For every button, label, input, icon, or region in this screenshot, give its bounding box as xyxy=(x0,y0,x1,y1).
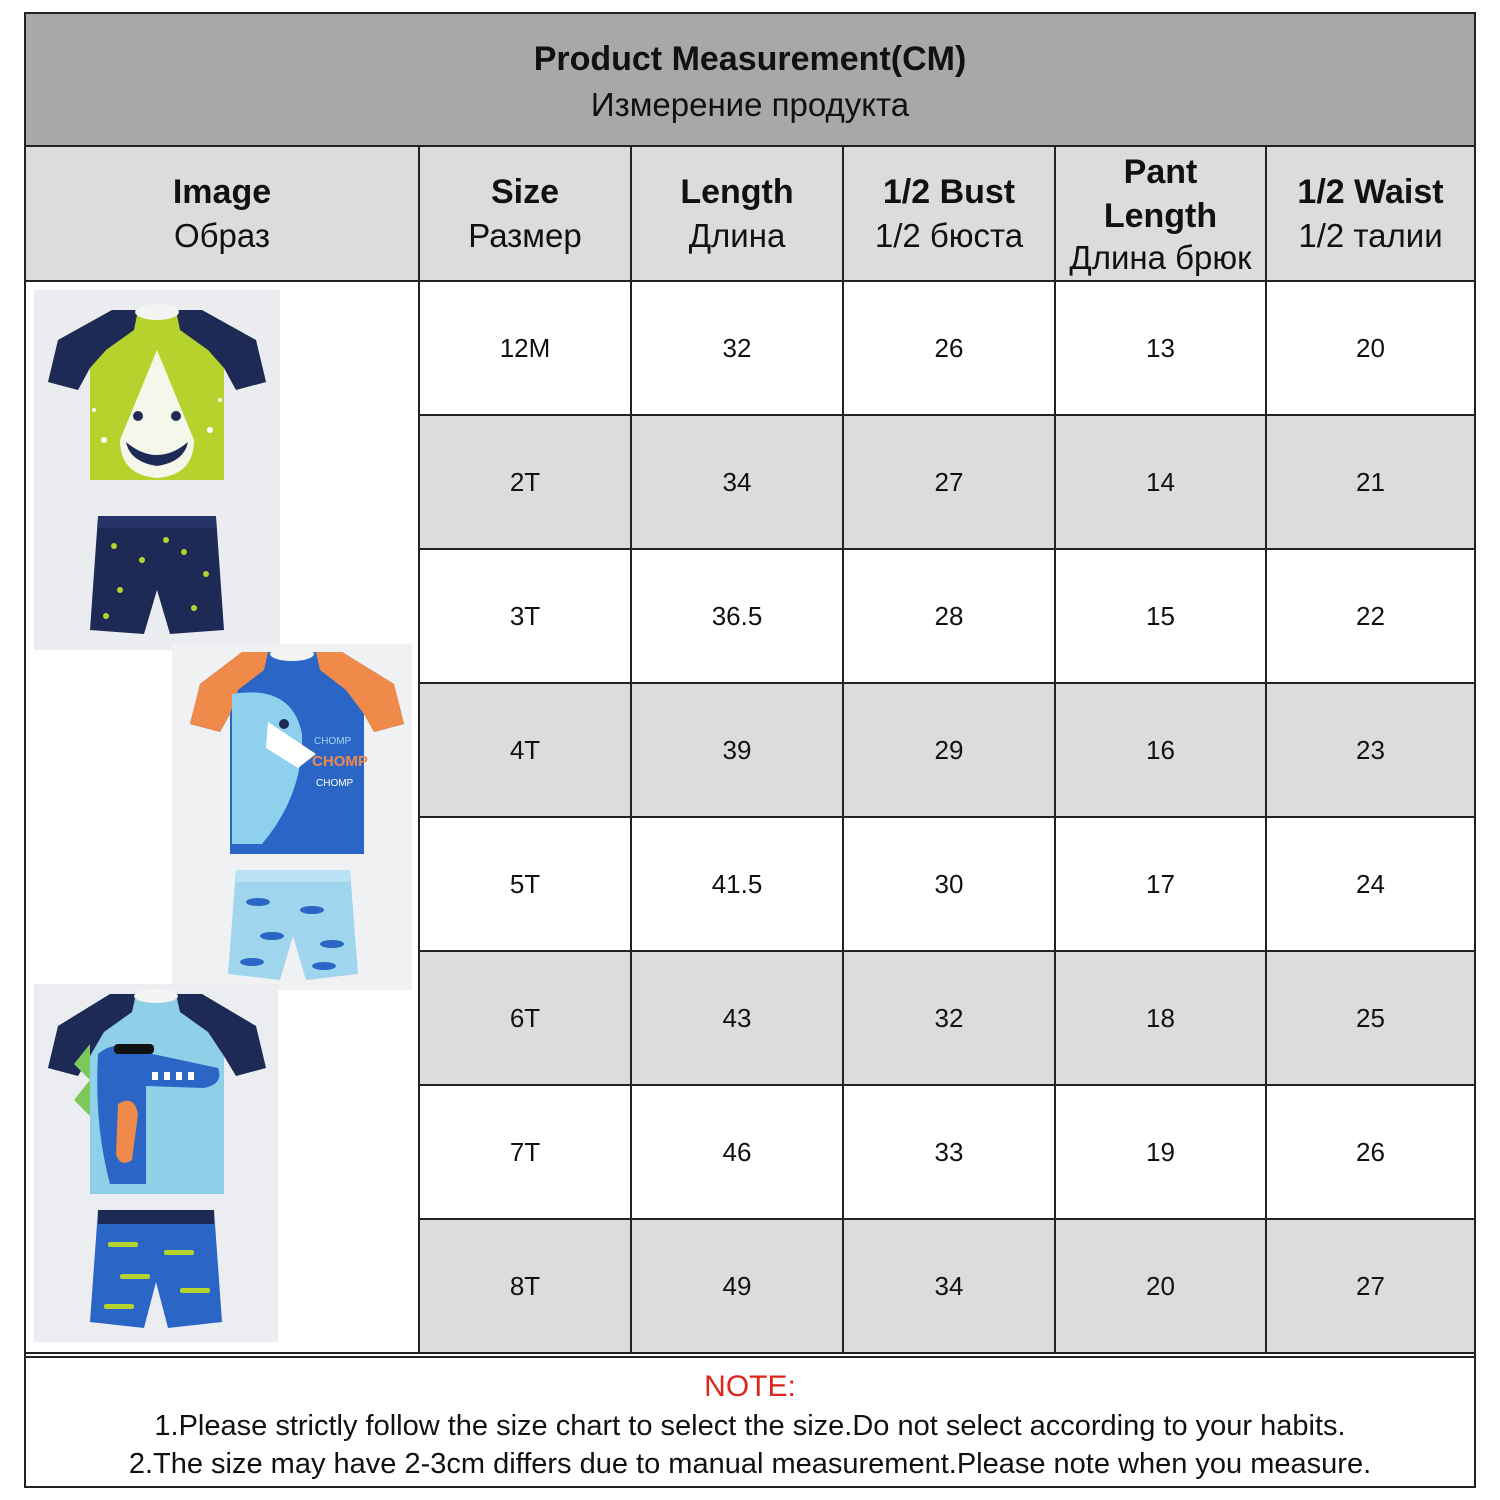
pant-length-cell: 14 xyxy=(1055,415,1266,549)
chomp-print: CHOMP xyxy=(314,736,352,747)
header-label-en: Length xyxy=(680,172,794,211)
header-row xyxy=(26,147,1474,281)
half-waist-cell: 24 xyxy=(1266,817,1474,951)
length-cell: 43 xyxy=(631,951,843,1085)
half-waist-cell: 20 xyxy=(1266,281,1474,415)
green-shark-swimsuit-image xyxy=(34,290,280,650)
half-bust-cell: 34 xyxy=(843,1219,1055,1353)
size-chart xyxy=(24,12,1476,1488)
length-cell: 46 xyxy=(631,1085,843,1219)
half-waist-cell: 26 xyxy=(1266,1085,1474,1219)
header-label-ru: Образ xyxy=(173,216,271,254)
header-label-ru: Длина xyxy=(688,216,786,254)
pant-length-cell: 20 xyxy=(1055,1219,1266,1353)
header-image xyxy=(26,147,419,281)
header-label-en: Image xyxy=(172,172,272,211)
size-cell: 3T xyxy=(419,549,631,683)
title-bar xyxy=(26,14,1474,147)
size-cell: 7T xyxy=(419,1085,631,1219)
pant-length-cell: 18 xyxy=(1055,951,1266,1085)
size-cell: 2T xyxy=(419,415,631,549)
header-label-ru: Размер xyxy=(468,216,582,254)
header-pant-length xyxy=(1055,147,1266,281)
note-line: 2.The size may have 2-3cm differs due to manual measurement.Please note when you measure. xyxy=(128,1448,1372,1480)
header-label-ru: 1/2 бюста xyxy=(874,216,1024,254)
header-half-bust xyxy=(843,147,1055,281)
title-russian: Измерение продукта xyxy=(590,86,910,123)
length-cell: 49 xyxy=(631,1219,843,1353)
blue-shark-swimsuit-image xyxy=(172,644,412,990)
length-cell: 36.5 xyxy=(631,549,843,683)
half-bust-cell: 29 xyxy=(843,683,1055,817)
pant-length-cell: 17 xyxy=(1055,817,1266,951)
half-waist-cell: 25 xyxy=(1266,951,1474,1085)
header-label-en: Size xyxy=(490,172,560,211)
header-label-ru: Длина брюк xyxy=(1069,238,1252,276)
pant-length-cell: 15 xyxy=(1055,549,1266,683)
half-bust-cell: 32 xyxy=(843,951,1055,1085)
half-bust-cell: 26 xyxy=(843,281,1055,415)
half-waist-cell: 21 xyxy=(1266,415,1474,549)
half-bust-cell: 33 xyxy=(843,1085,1055,1219)
size-cell: 4T xyxy=(419,683,631,817)
header-length xyxy=(631,147,843,281)
header-label-en: 1/2 Waist xyxy=(1297,172,1444,211)
pant-length-cell: 13 xyxy=(1055,281,1266,415)
half-bust-cell: 28 xyxy=(843,549,1055,683)
pant-length-cell: 19 xyxy=(1055,1085,1266,1219)
header-size xyxy=(419,147,631,281)
header-label-en: Pant Length xyxy=(1103,152,1218,235)
half-waist-cell: 22 xyxy=(1266,549,1474,683)
size-cell: 12M xyxy=(419,281,631,415)
note-line: 1.Please strictly follow the size chart to select the size.Do not select according to your habits. xyxy=(154,1410,1346,1442)
size-cell: 6T xyxy=(419,951,631,1085)
header-label-en: 1/2 Bust xyxy=(882,172,1016,211)
size-cell: 8T xyxy=(419,1219,631,1353)
crocodile-swimsuit-image xyxy=(34,984,278,1342)
half-waist-cell: 27 xyxy=(1266,1219,1474,1353)
note-section xyxy=(26,1356,1474,1486)
note-title: NOTE: xyxy=(704,1370,796,1403)
half-bust-cell: 27 xyxy=(843,415,1055,549)
title-english: Product Measurement(CM) xyxy=(533,40,967,78)
header-label-ru: 1/2 талии xyxy=(1298,216,1443,254)
size-cell: 5T xyxy=(419,817,631,951)
pant-length-cell: 16 xyxy=(1055,683,1266,817)
header-half-waist xyxy=(1266,147,1474,281)
length-cell: 41.5 xyxy=(631,817,843,951)
length-cell: 39 xyxy=(631,683,843,817)
half-bust-cell: 30 xyxy=(843,817,1055,951)
chomp-print: CHOMP xyxy=(312,753,368,770)
length-cell: 32 xyxy=(631,281,843,415)
chomp-print: CHOMP xyxy=(316,778,354,789)
half-waist-cell: 23 xyxy=(1266,683,1474,817)
length-cell: 34 xyxy=(631,415,843,549)
